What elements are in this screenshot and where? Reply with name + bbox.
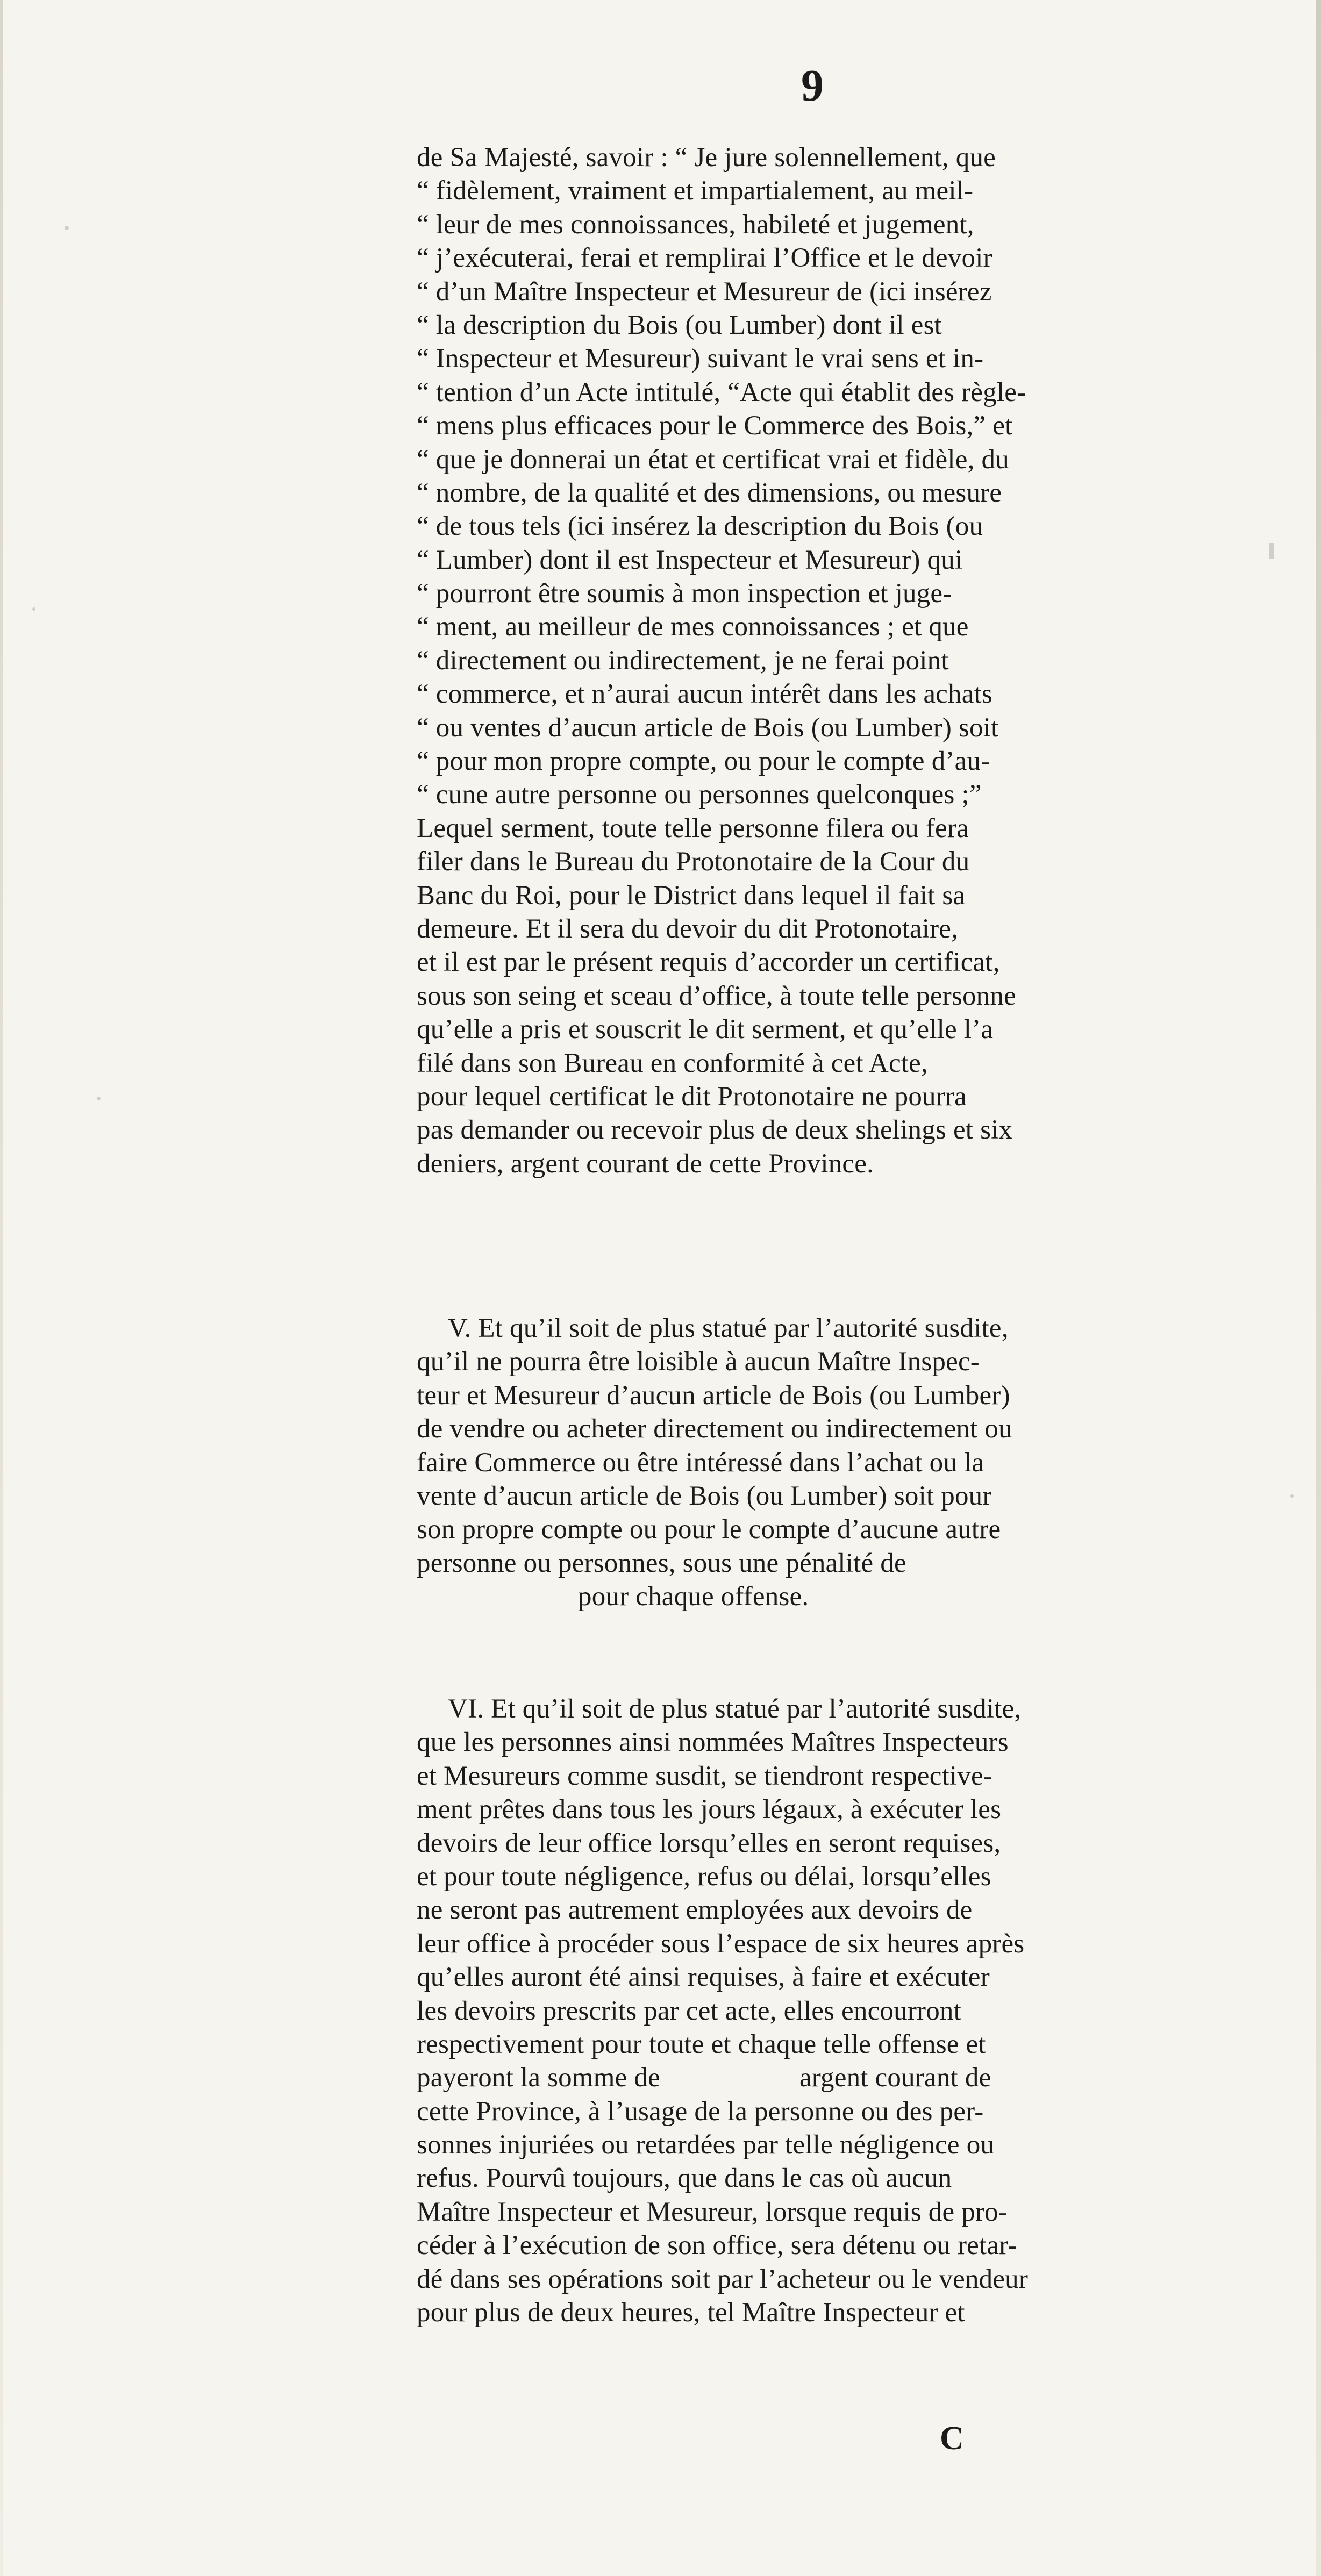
text-line: “ ment, au meilleur de mes connoissances ; et que	[417, 612, 969, 642]
text-line: VI. Et qu’il soit de plus statué par l’autorité susdite,	[448, 1694, 1022, 1724]
text-line: et Mesureurs comme susdit, se tiendront respective-	[417, 1761, 992, 1791]
text-line: “ que je donnerai un état et certificat vrai et fidèle, du	[417, 444, 1009, 475]
paragraph-section-vi	[417, 1692, 1320, 2329]
paragraph-section-v	[417, 1312, 1320, 1614]
scan-speck	[1290, 1494, 1294, 1498]
text-line: filer dans le Bureau du Protonotaire de la Cour du	[417, 847, 970, 877]
text-line: Lequel serment, toute telle personne filera ou fera	[417, 813, 969, 843]
text-line: respectivement pour toute et chaque telle offense et	[417, 2029, 986, 2059]
scan-speck	[1269, 543, 1274, 559]
text-line: “ tention d’un Acte intitulé, “Acte qui établit des règle-	[417, 377, 1026, 407]
text-line: leur office à procéder sous l’espace de six heures après	[417, 1928, 1025, 1959]
scan-speck	[97, 1097, 101, 1100]
text-line: deniers, argent courant de cette Province.	[417, 1148, 874, 1179]
text-line: qu’elles auront été ainsi requises, à faire et exécuter	[417, 1962, 990, 1993]
text-line: sous son seing et sceau d’office, à toute telle personne	[417, 981, 1016, 1011]
text-line: cette Province, à l’usage de la personne ou des per-	[417, 2096, 984, 2127]
text-line: payeront la somme de argent courant de	[417, 2063, 991, 2093]
text-line: devoirs de leur office lorsqu’elles en seront requises,	[417, 1828, 1001, 1858]
text-line: “ mens plus efficaces pour le Commerce des Bois,” et	[417, 411, 1013, 441]
text-line: ment prêtes dans tous les jours légaux, à exécuter les	[417, 1794, 1002, 1825]
page-number: 9	[801, 61, 824, 111]
text-line: “ cune autre personne ou personnes quelconques ;”	[417, 779, 982, 810]
text-line: teur et Mesureur d’aucun article de Bois (ou Lumber)	[417, 1380, 1010, 1411]
text-line: son propre compte ou pour le compte d’aucune autre	[417, 1514, 1001, 1545]
scan-speck	[32, 607, 35, 611]
scan-edge-left	[0, 0, 3, 2576]
text-line: Maître Inspecteur et Mesureur, lorsque requis de pro-	[417, 2196, 1008, 2227]
text-line: vente d’aucun article de Bois (ou Lumber) soit pour	[417, 1480, 992, 1511]
text-line: ne seront pas autrement employées aux devoirs de	[417, 1895, 973, 1926]
text-line: et il est par le présent requis d’accorder un certificat,	[417, 947, 1000, 978]
text-line: de Sa Majesté, savoir : “ Je jure solennellement, que	[417, 142, 996, 173]
signature-mark: C	[940, 2420, 964, 2457]
text-line: céder à l’exécution de son office, sera détenu ou retar-	[417, 2230, 1017, 2261]
text-line: sonnes injuriées ou retardées par telle négligence ou	[417, 2130, 995, 2160]
text-line: pour plus de deux heures, tel Maître Inspecteur et	[417, 2298, 965, 2328]
text-line: pas demander ou recevoir plus de deux shelings et six	[417, 1115, 1013, 1146]
text-line: dé dans ses opérations soit par l’acheteur ou le vendeur	[417, 2264, 1029, 2294]
text-line: “ nombre, de la qualité et des dimensions, ou mesure	[417, 477, 1002, 508]
text-line: “ directement ou indirectement, je ne ferai point	[417, 645, 949, 676]
text-line: personne ou personnes, sous une pénalité de	[417, 1548, 906, 1578]
scan-speck	[65, 226, 69, 230]
paragraph-oath	[417, 141, 1320, 1180]
text-line: qu’il ne pourra être loisible à aucun Maître Inspec-	[417, 1347, 980, 1377]
text-line: les devoirs prescrits par cet acte, elles encourront	[417, 1995, 961, 2026]
text-line: refus. Pourvû toujours, que dans le cas où aucun	[417, 2163, 952, 2194]
text-line: pour lequel certificat le dit Protonotaire ne pourra	[417, 1081, 967, 1112]
text-line: que les personnes ainsi nommées Maîtres Inspecteurs	[417, 1727, 1009, 1758]
text-line: faire Commerce ou être intéressé dans l’achat ou la	[417, 1447, 984, 1478]
text-line: “ commerce, et n’aurai aucun intérêt dans les achats	[417, 679, 992, 710]
text-line: Banc du Roi, pour le District dans lequel il fait sa	[417, 880, 966, 911]
text-line: filé dans son Bureau en conformité à cet Acte,	[417, 1048, 928, 1078]
text-line: “ de tous tels (ici insérez la description du Bois (ou	[417, 511, 983, 542]
text-line: “ pour mon propre compte, ou pour le compte d’au-	[417, 746, 990, 777]
text-line: “ ou ventes d’aucun article de Bois (ou Lumber) soit	[417, 712, 999, 743]
text-line: “ d’un Maître Inspecteur et Mesureur de (ici insérez	[417, 276, 992, 307]
text-line: “ pourront être soumis à mon inspection et juge-	[417, 578, 952, 609]
text-line: “ fidèlement, vraiment et impartialement, au meil-	[417, 176, 974, 206]
text-line: de vendre ou acheter directement ou indirectement ou	[417, 1414, 1012, 1444]
text-line: “ j’exécuterai, ferai et remplirai l’Office et le devoir	[417, 243, 992, 274]
text-line: et pour toute négligence, refus ou délai, lorsqu’elles	[417, 1861, 991, 1892]
text-line: V. Et qu’il soit de plus statué par l’autorité susdite,	[448, 1313, 1009, 1343]
text-line: “ leur de mes connoissances, habileté et jugement,	[417, 209, 974, 240]
text-line: pour chaque offense.	[578, 1582, 809, 1612]
text-line: “ Inspecteur et Mesureur) suivant le vrai sens et in-	[417, 344, 984, 374]
text-line: qu’elle a pris et souscrit le dit serment, et qu’elle l’a	[417, 1014, 994, 1045]
text-line: “ la description du Bois (ou Lumber) dont il est	[417, 310, 942, 340]
text-line: demeure. Et il sera du devoir du dit Protonotaire,	[417, 913, 959, 944]
text-line: “ Lumber) dont il est Inspecteur et Mesureur) qui	[417, 545, 963, 575]
